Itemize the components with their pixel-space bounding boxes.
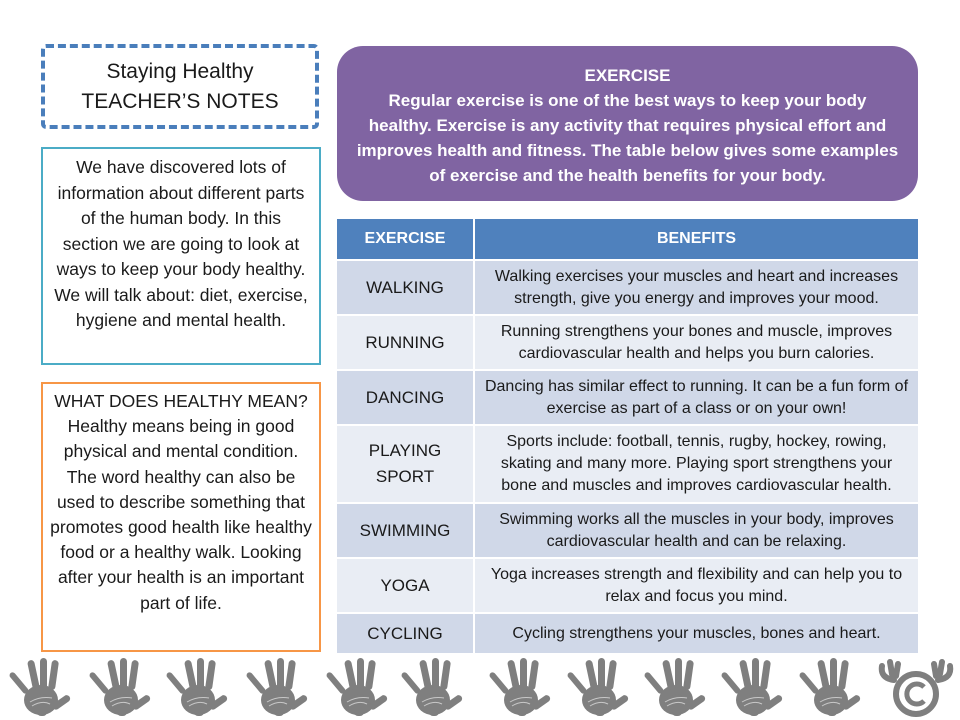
table-row (337, 260, 918, 315)
table-row (337, 503, 918, 558)
title-box (41, 44, 319, 129)
handprint-icon (488, 656, 558, 718)
handprint-icon (400, 656, 470, 718)
exercise-cell: RUNNING (337, 315, 474, 370)
exercise-cell: DANCING (337, 370, 474, 425)
benefit-cell: Running strengthens your bones and muscle, improves cardiovascular health and helps you burn calories. (474, 315, 918, 370)
benefit-cell: Dancing has similar effect to running. It can be a fun form of exercise as part of a class or on your own! (474, 370, 918, 425)
handprint-icon (643, 656, 713, 718)
footer-handprints (0, 652, 960, 720)
exercise-label: PLAYING SPORT (368, 441, 442, 486)
handprint-icon (325, 656, 395, 718)
table-row (337, 315, 918, 370)
exercise-cell: CYCLING (337, 613, 474, 653)
handprint-icon (245, 656, 315, 718)
healthy-heading: WHAT DOES HEALTHY MEAN? (54, 391, 308, 411)
title-line-2: TEACHER’S NOTES (81, 89, 279, 113)
handprint-icon (798, 656, 868, 718)
handprint-icon (165, 656, 235, 718)
exercise-cell: YOGA (337, 558, 474, 613)
table-row (337, 558, 918, 613)
exercise-body: Regular exercise is one of the best ways to keep your body healthy. Exercise is any activity that requires physical effort and improves health and fitness. The table below gives some examples of exercise and the health benefits for your body. (356, 91, 899, 185)
benefit-cell: Swimming works all the muscles in your body, improves cardiovascular health and can be relaxing. (474, 503, 918, 558)
exercise-benefits-table (337, 219, 918, 653)
copyright-moose-icon (876, 656, 956, 718)
header-benefits: BENEFITS (474, 219, 918, 260)
exercise-heading: EXERCISE (584, 66, 671, 85)
intro-text: We have discovered lots of information about different parts of the human body. In this section we are going to look at ways to keep your body healthy. We will talk about: diet, exercise, hygiene and mental health. (54, 157, 308, 330)
handprint-icon (88, 656, 158, 718)
header-exercise: EXERCISE (337, 219, 474, 260)
healthy-body: Healthy means being in good physical and mental condition. The word healthy can also be used to describe something that promotes good health like healthy food or a healthy walk. Looking after your health is an important part of life. (50, 416, 312, 613)
table-header-row (337, 219, 918, 260)
handprint-icon (720, 656, 790, 718)
healthy-definition-box (41, 382, 321, 652)
handprint-icon (566, 656, 636, 718)
exercise-cell: WALKING (337, 260, 474, 315)
table-row (337, 425, 918, 503)
benefit-cell: Walking exercises your muscles and heart and increases strength, give you energy and improves your mood. (474, 260, 918, 315)
exercise-banner (337, 46, 918, 201)
benefit-cell: Cycling strengthens your muscles, bones and heart. (474, 613, 918, 653)
handprint-icon (8, 656, 78, 718)
benefit-cell: Sports include: football, tennis, rugby, hockey, rowing, skating and many more. Playing sport strengthens your bone and muscles and improves cardiovascular health. (474, 425, 918, 503)
exercise-cell: SWIMMING (337, 503, 474, 558)
table-row (337, 613, 918, 653)
table-row (337, 370, 918, 425)
intro-box (41, 147, 321, 365)
benefit-cell: Yoga increases strength and flexibility and can help you to relax and focus you mind. (474, 558, 918, 613)
exercise-cell (337, 425, 474, 503)
title-line-1: Staying Healthy (106, 59, 254, 83)
